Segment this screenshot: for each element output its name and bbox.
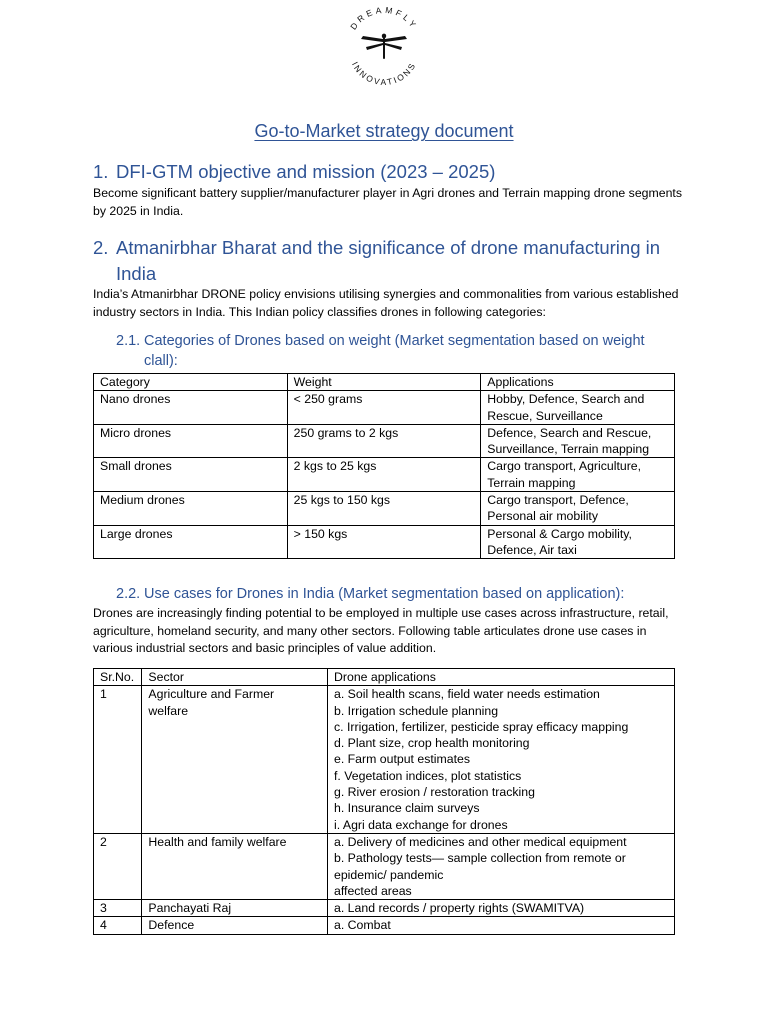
category-cell: Nano drones bbox=[94, 391, 288, 425]
category-cell: Small drones bbox=[94, 458, 288, 492]
applications-cell: Cargo transport, Defence, Personal air mobility bbox=[481, 492, 675, 526]
subsection-2-2-body: Drones are increasingly finding potential to be employed in multiple use cases across infrastructure, retail, agriculture, homeland security, and many other sectors. Following table articulates drone use cases in various industrial sectors and basic principles of value addition. bbox=[93, 606, 669, 655]
sector-cell: Panchayati Raj bbox=[142, 900, 328, 917]
section-2-heading: 2. Atmanirbhar Bharat and the significance of drone manufacturing in India bbox=[93, 237, 661, 284]
table-row bbox=[94, 424, 675, 458]
table-header-cell: Drone applications bbox=[328, 669, 675, 686]
drone-applications-cell: a. Soil health scans, field water needs estimation b. Irrigation schedule planning c. Irrigation, fertilizer, pesticide spray efficacy mapping d. Plant size, crop health monitoring e. Farm output estimates f. Vegetation indices, plot statistics g. River erosion / restoration tracking h. Insurance claim surveys i. Agri data exchange for drones bbox=[328, 686, 675, 834]
weight-cell: < 250 grams bbox=[287, 391, 481, 425]
logo-top-text: DREAMFLY bbox=[348, 6, 420, 32]
sector-cell: Agriculture and Farmer welfare bbox=[142, 686, 328, 834]
table-row bbox=[94, 525, 675, 559]
table-header-cell: Sector bbox=[142, 669, 328, 686]
category-cell: Large drones bbox=[94, 525, 288, 559]
table-row bbox=[94, 391, 675, 425]
weight-cell: 250 grams to 2 kgs bbox=[287, 424, 481, 458]
table-row bbox=[94, 833, 675, 899]
category-cell: Micro drones bbox=[94, 424, 288, 458]
serial-number-cell: 1 bbox=[94, 686, 142, 834]
sector-cell: Defence bbox=[142, 917, 328, 934]
table-row bbox=[94, 492, 675, 526]
table-row bbox=[94, 900, 675, 917]
category-cell: Medium drones bbox=[94, 492, 288, 526]
dragonfly-icon bbox=[361, 34, 407, 59]
drone-applications-cell: a. Land records / property rights (SWAMITVA) bbox=[328, 900, 675, 917]
table-header-row bbox=[94, 669, 675, 686]
serial-number-cell: 3 bbox=[94, 900, 142, 917]
table-header-cell: Applications bbox=[481, 374, 675, 391]
table-header-cell: Sr.No. bbox=[94, 669, 142, 686]
serial-number-cell: 2 bbox=[94, 833, 142, 899]
applications-cell: Personal & Cargo mobility, Defence, Air taxi bbox=[481, 525, 675, 559]
table-row bbox=[94, 917, 675, 934]
applications-cell: Cargo transport, Agriculture, Terrain mapping bbox=[481, 458, 675, 492]
dreamfly-logo bbox=[339, 6, 429, 86]
subsection-2-1-heading: 2.1. Categories of Drones based on weight (Market segmentation based on weight clall): bbox=[116, 333, 645, 369]
weight-cell: 25 kgs to 150 kgs bbox=[287, 492, 481, 526]
drone-use-cases-table bbox=[93, 668, 675, 935]
drone-applications-cell: a. Combat bbox=[328, 917, 675, 934]
document-title: Go-to-Market strategy document bbox=[254, 121, 514, 141]
section-2-body: India’s Atmanirbhar DRONE policy envisions utilising synergies and commonalities from various established industry sectors in India. This Indian policy classifies drones in following categories: bbox=[93, 287, 679, 319]
weight-cell: > 150 kgs bbox=[287, 525, 481, 559]
table-row bbox=[94, 458, 675, 492]
subsection-2-2-heading: 2.2. Use cases for Drones in India (Market segmentation based on application): bbox=[116, 586, 625, 602]
applications-cell: Defence, Search and Rescue, Surveillance, Terrain mapping bbox=[481, 424, 675, 458]
applications-cell: Hobby, Defence, Search and Rescue, Surveillance bbox=[481, 391, 675, 425]
weight-cell: 2 kgs to 25 kgs bbox=[287, 458, 481, 492]
table-header-cell: Category bbox=[94, 374, 288, 391]
table-header-row bbox=[94, 374, 675, 391]
section-1-body: Become significant battery supplier/manufacturer player in Agri drones and Terrain mapping drone segments by 2025 in India. bbox=[93, 186, 682, 218]
table-row bbox=[94, 686, 675, 834]
section-1-heading: 1. DFI-GTM objective and mission (2023 – 2025) bbox=[93, 161, 496, 182]
drone-applications-cell: a. Delivery of medicines and other medical equipment b. Pathology tests— sample collection from remote or epidemic/ pandemic affected areas bbox=[328, 833, 675, 899]
drone-categories-table bbox=[93, 373, 675, 559]
table-header-cell: Weight bbox=[287, 374, 481, 391]
logo-bottom-text: INNOVATIONS bbox=[349, 59, 419, 86]
serial-number-cell: 4 bbox=[94, 917, 142, 934]
sector-cell: Health and family welfare bbox=[142, 833, 328, 899]
